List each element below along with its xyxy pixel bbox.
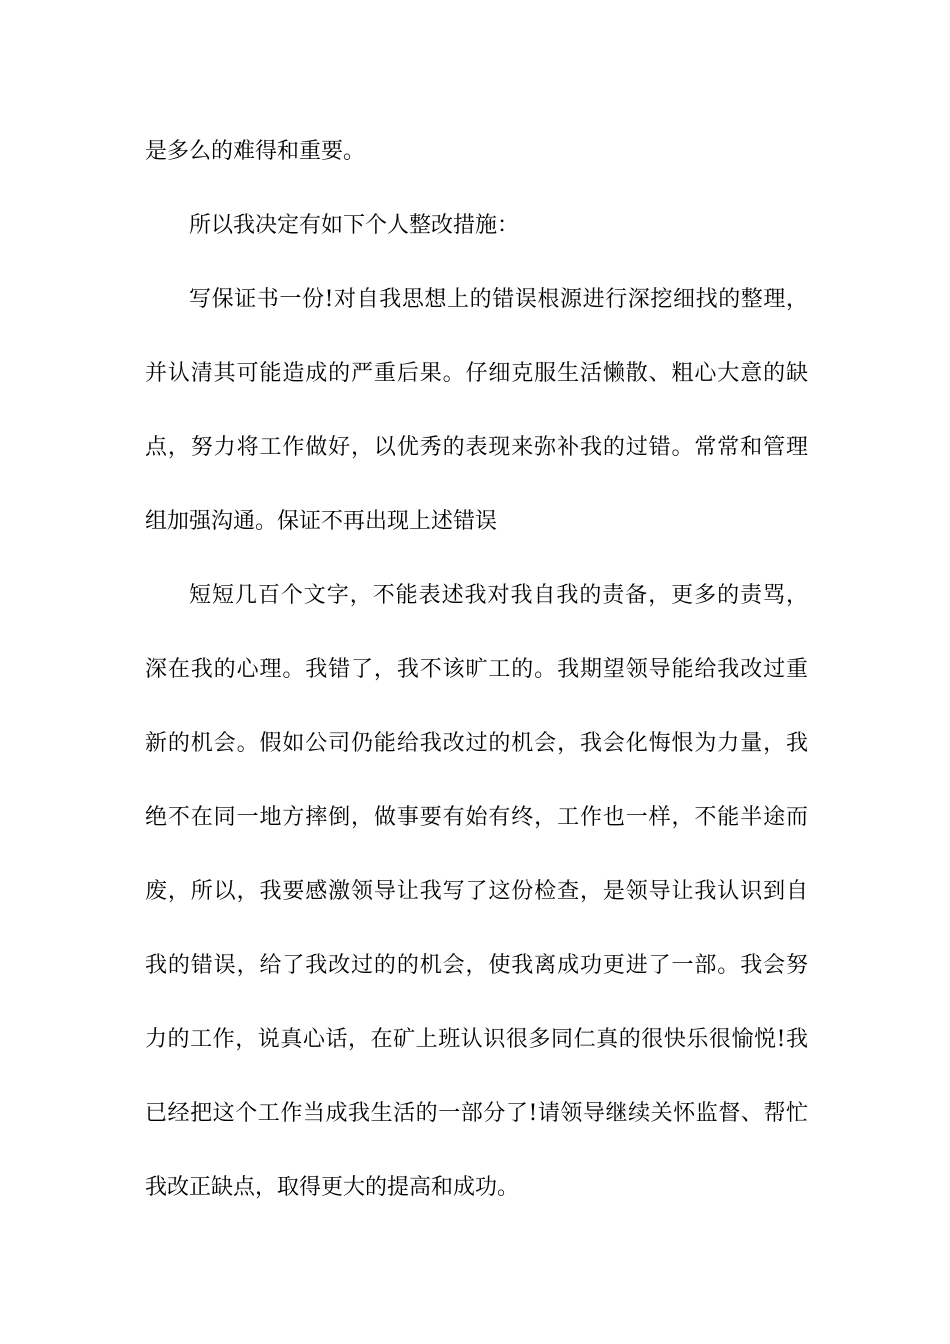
text-line-11: 废，所以，我要感激领导让我写了这份检查，是领导让我认识到自 <box>145 879 808 904</box>
text-line-1: 是多么的难得和重要。 <box>145 139 366 164</box>
text-line-14: 已经把这个工作当成我生活的一部分了!请领导继续关怀监督、帮忙 <box>145 1101 808 1126</box>
text-line-8: 深在我的心理。我错了，我不该旷工的。我期望领导能给我改过重 <box>145 657 808 682</box>
text-line-6: 组加强沟通。保证不再出现上述错误 <box>145 509 498 534</box>
text-line-3: 写保证书一份!对自我思想上的错误根源进行深挖细找的整理， <box>189 287 808 312</box>
text-line-2: 所以我决定有如下个人整改措施： <box>189 213 520 238</box>
text-line-12: 我的错误，给了我改过的的机会，使我离成功更进了一部。我会努 <box>145 953 808 978</box>
text-line-5: 点，努力将工作做好，以优秀的表现来弥补我的过错。常常和管理 <box>145 435 808 460</box>
document-body <box>145 130 808 1240</box>
text-line-9: 新的机会。假如公司仍能给我改过的机会，我会化悔恨为力量，我 <box>145 731 808 756</box>
text-line-15: 我改正缺点，取得更大的提高和成功。 <box>145 1175 520 1200</box>
text-line-13: 力的工作，说真心话，在矿上班认识很多同仁真的很快乐很愉悦!我 <box>145 1027 808 1052</box>
text-line-10: 绝不在同一地方摔倒，做事要有始有终，工作也一样，不能半途而 <box>145 805 808 830</box>
text-line-4: 并认清其可能造成的严重后果。仔细克服生活懒散、粗心大意的缺 <box>145 361 808 386</box>
text-line-7: 短短几百个文字，不能表述我对我自我的责备，更多的责骂， <box>189 583 808 608</box>
